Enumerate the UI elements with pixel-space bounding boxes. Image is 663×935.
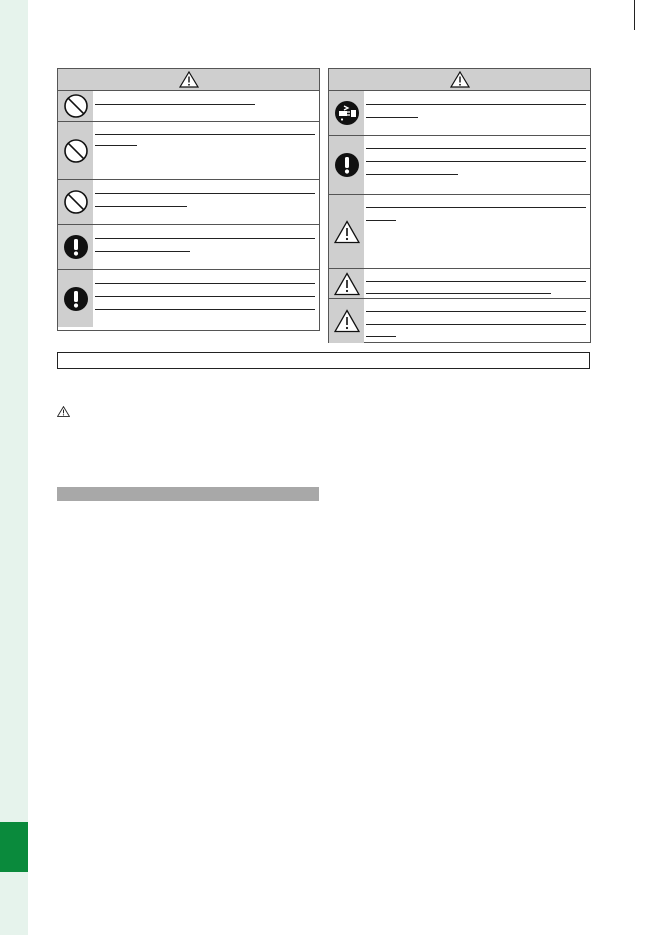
warning-panel-right [328,68,591,343]
panel-left-row-4 [58,225,319,270]
row-icon-cell [329,299,364,343]
row-icon-cell [329,269,364,298]
side-strip [0,0,28,935]
mandatory-icon [63,234,89,260]
text-line [95,145,137,146]
caution-triangle-icon [334,309,360,333]
inline-warning [57,404,70,422]
warning-panel-left [57,68,320,331]
text-line [95,104,255,105]
row-text [364,91,590,135]
text-line [366,311,586,312]
row-text [93,122,319,179]
panel-left-row-3 [58,180,319,225]
text-line [366,324,586,325]
panel-right-row-1 [329,91,590,136]
text-line [95,309,315,310]
row-icon-cell [58,270,93,327]
prohibited-icon [63,93,89,119]
row-text [364,269,590,298]
text-line [366,281,586,282]
row-text [93,91,319,121]
row-text [93,225,319,269]
panel-right-header [329,69,590,91]
row-icon-cell [58,122,93,179]
mandatory-icon [334,152,360,178]
warning-triangle-icon [179,71,199,88]
panel-right-row-2 [329,136,590,195]
text-line [366,207,586,208]
text-line [95,251,190,252]
chapter-tab[interactable] [0,822,28,872]
panel-left-header [58,69,319,91]
row-text [93,270,319,327]
note-bar [57,352,590,369]
text-line [95,238,315,239]
text-line [95,206,187,207]
panel-left-row-2 [58,122,319,180]
text-line [366,161,586,162]
warning-triangle-icon [57,406,70,417]
mandatory-icon [63,286,89,312]
row-icon-cell [329,136,364,194]
row-icon-cell [58,225,93,269]
text-line [366,220,396,221]
unplug-icon [334,100,360,126]
row-text [364,299,590,343]
text-line [366,148,586,149]
prohibited-icon [63,189,89,215]
panel-right-row-3 [329,195,590,269]
row-text [364,195,590,268]
text-line [95,296,315,297]
text-line [95,193,315,194]
text-line [366,104,586,105]
page-edge-mark [634,0,635,30]
text-line [366,117,418,118]
caution-triangle-icon [334,272,360,296]
text-line [95,283,315,284]
text-line [95,134,315,135]
row-icon-cell [58,180,93,224]
panel-left-row-5 [58,270,319,327]
warning-triangle-icon [450,71,470,88]
text-line [366,174,458,175]
text-line [366,336,396,337]
panel-right-row-5 [329,299,590,343]
row-text [93,180,319,224]
text-line [366,293,551,294]
row-icon-cell [329,91,364,135]
caution-triangle-icon [334,220,360,244]
row-icon-cell [58,91,93,121]
prohibited-icon [63,138,89,164]
panel-left-row-1 [58,91,319,122]
row-icon-cell [329,195,364,268]
row-text [364,136,590,194]
panel-right-row-4 [329,269,590,299]
section-heading-bar [57,487,319,501]
